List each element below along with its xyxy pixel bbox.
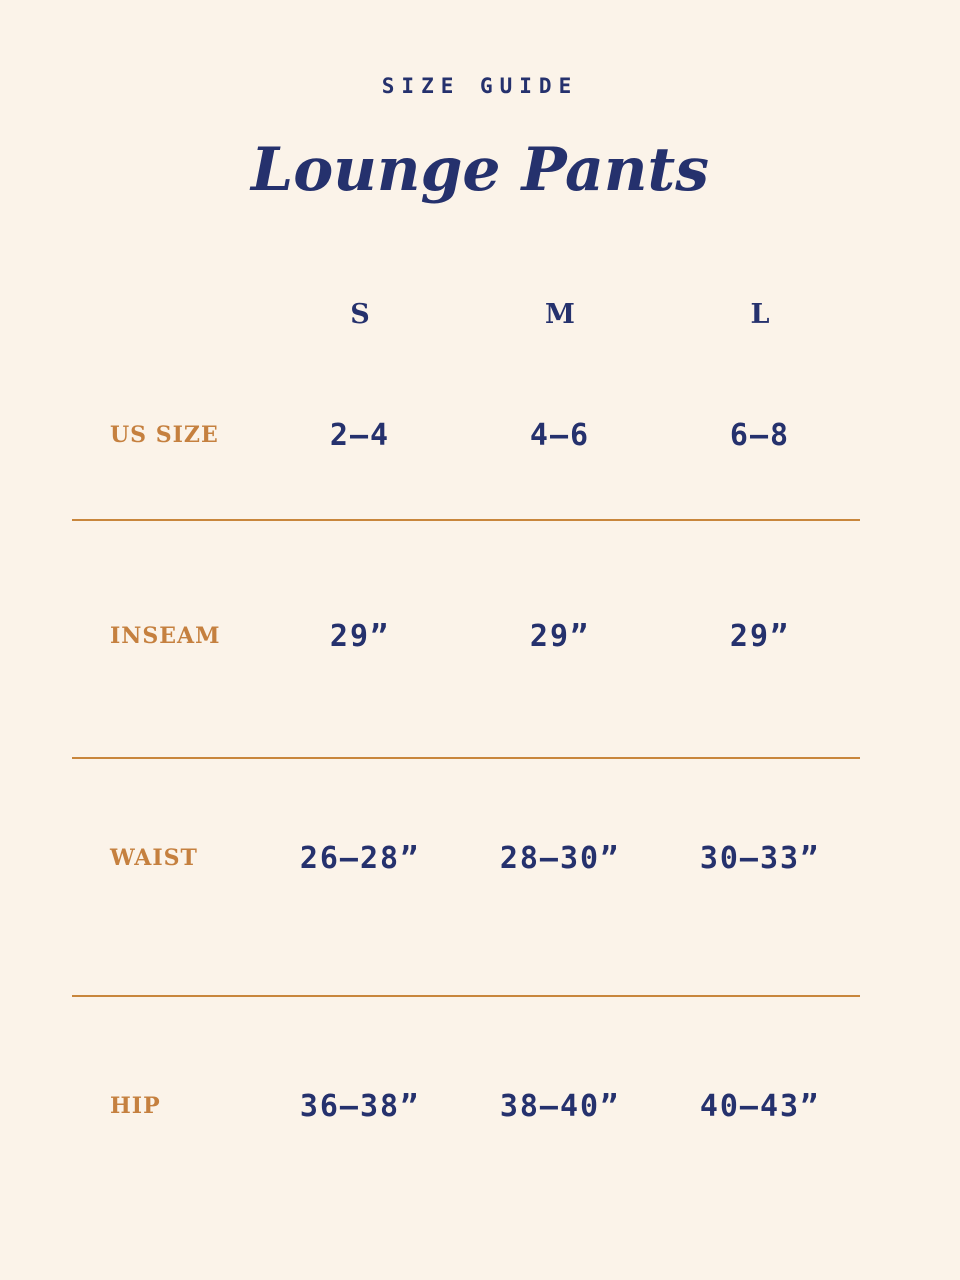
waist-m-value: 28–30” — [499, 840, 621, 876]
us-size-m-value: 4–6 — [529, 417, 591, 453]
table-row-inseam — [72, 617, 860, 655]
hip-l-value: 40–43” — [699, 1088, 821, 1124]
row-divider — [72, 757, 860, 759]
inseam-s-value: 29” — [329, 618, 391, 654]
table-row-waist — [72, 839, 860, 877]
us-size-l-value: 6–8 — [729, 417, 791, 453]
eyebrow-label: SIZE GUIDE — [381, 74, 579, 98]
inseam-l-value: 29” — [729, 618, 791, 654]
row-label: WAIST — [110, 845, 198, 871]
column-header-s: S — [350, 298, 370, 330]
row-label: HIP — [110, 1093, 161, 1119]
column-header-m: M — [545, 298, 575, 330]
inseam-m-value: 29” — [529, 618, 591, 654]
page-title: Lounge Pants — [251, 135, 709, 205]
size-column-header-row — [72, 296, 860, 332]
hip-m-value: 38–40” — [499, 1088, 621, 1124]
row-divider — [72, 519, 860, 521]
waist-s-value: 26–28” — [299, 840, 421, 876]
us-size-s-value: 2–4 — [329, 417, 391, 453]
table-row-us-size — [72, 416, 860, 454]
hip-s-value: 36–38” — [299, 1088, 421, 1124]
row-label: US SIZE — [110, 422, 219, 448]
waist-l-value: 30–33” — [699, 840, 821, 876]
table-row-hip — [72, 1086, 860, 1126]
column-header-l: L — [750, 298, 770, 330]
row-divider — [72, 995, 860, 997]
row-label: INSEAM — [110, 623, 221, 649]
